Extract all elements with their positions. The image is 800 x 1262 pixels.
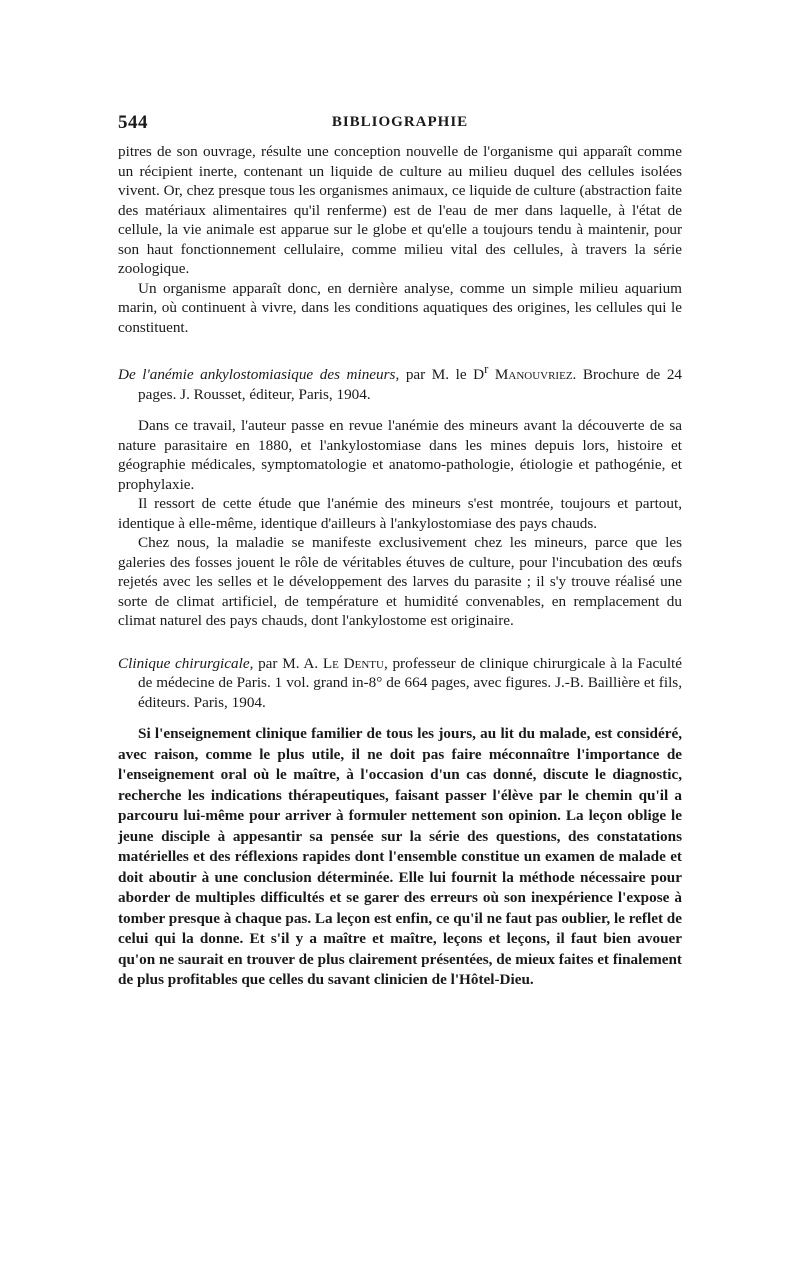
page-number: 544 — [118, 112, 148, 133]
entry-2-citation — [118, 654, 682, 713]
continuation-paragraph-2: Un organisme apparaît donc, en dernière analyse, comme un simple milieu aquarium marin, où continuent à vivre, dans les conditions aquatiques des origines, les cellules qui le constituent. — [118, 279, 682, 336]
entry-2-publication: , professeur de clinique chirurgicale à la Faculté de médecine de Paris. 1 vol. grand in-8° de 664 pages, avec figures. J.-B. Baillière et fils, éditeurs. Paris, 1904. — [138, 654, 683, 711]
entry-1-paragraph-2: Il ressort de cette étude que l'anémie des mineurs s'est montrée, toujours et partout, identique à elle-même, identique d'ailleurs à l'ankylostomiase des pays chauds. — [118, 495, 682, 532]
page-header — [118, 112, 682, 140]
continuation-section — [118, 142, 682, 337]
running-title: BIBLIOGRAPHIE — [331, 114, 469, 130]
page — [118, 112, 682, 991]
entry-1-paragraph-3: Chez nous, la maladie se manifeste exclusivement chez les mineurs, parce que les galeries des fosses jouent le rôle de véritables étuves de culture, pour l'incubation des œufs rejetés avec les selles et le développement des larves du parasite ; il s'y trouve réalisé une sorte de climat artificiel, de température et humidité convenables, en remplacement du climat naturel des pays chauds, dont l'ankylostome est originaire. — [118, 534, 682, 630]
continuation-paragraph-1: pitres de son ouvrage, résulte une conception nouvelle de l'organisme qui apparaît comme un récipient inerte, contenant un liquide de culture au milieu duquel des cellules isolées vivent. Or, chez presque tous les organismes animaux, ce liquide de culture (abstraction faite des matériaux alimentaires qu'il renferme) est de l'eau de mer dans laquelle, à l'état de cellule, la vie animale est apparue sur le globe et qu'elle a toujours tendu à maintenir, pour son haut fonctionnement cellulaire, comme milieu vital des cellules, à travers la série zoologique. — [118, 143, 682, 277]
entry-1-citation — [118, 360, 682, 404]
entry-1-review — [118, 416, 682, 631]
bibliography-entry-1 — [118, 360, 682, 631]
entry-2-paragraph-1: Si l'enseignement clinique familier de tous les jours, au lit du malade, est considéré, avec raison, comme le plus utile, il ne doit pas faire méconnaître l'importance de l'enseignement oral où le maître, à l'occasion d'un cas donné, discute le diagnostic, recherche les indications thérapeutiques, faisant passer l'élève par le chemin qu'il a parcouru lui-même pour arriver à formuler nettement son opinion. La leçon oblige le jeune disciple à appesantir sa pensée sur la série des questions, des constatations matérielles et des réflexions rapides dont l'ensemble constitue un examen de malade et doit aboutir à une conclusion déterminée. Elle lui fournit la méthode nécessaire pour aborder de multiples difficultés et se garer des erreurs où son inexpérience l'expose à tomber presque à chaque pas. La leçon est enfin, ce qu'il ne faut pas oublier, le reflet de celui qui la donne. Et s'il y a maître et maître, leçons et leçons, il faut bien avouer qu'on ne saurait en trouver de plus clairement présentées, de mieux faites et finalement de plus profitables que celles du savant clinicien de l'Hôtel-Dieu. — [118, 725, 682, 989]
entry-1-dr-superscript: r — [484, 362, 489, 376]
entry-1-publication: . Brochure de 24 pages. J. Rousset, éditeur, Paris, 1904. — [138, 366, 683, 403]
entry-2-author: Le Dentu — [322, 654, 384, 672]
entry-2-by: , par M. A. — [249, 654, 323, 672]
bibliography-entry-2 — [118, 654, 682, 991]
entry-2-review — [118, 724, 682, 991]
entry-1-title: De l'anémie ankylostomiasique des mineurs — [118, 366, 396, 384]
entry-1-author: Manouvriez — [494, 366, 573, 384]
entry-2-title: Clinique chirurgicale — [118, 654, 250, 672]
entry-1-by: , par M. le D — [395, 366, 485, 384]
entry-1-paragraph-1: Dans ce travail, l'auteur passe en revue l'anémie des mineurs avant la découverte de sa nature parasitaire en 1880, et l'ankylostomiase dans les mines depuis lors, histoire et géographie médicales, symptomatologie et anatomo-pathologie, étiologie et pathogénie, et prophylaxie. — [118, 417, 682, 493]
